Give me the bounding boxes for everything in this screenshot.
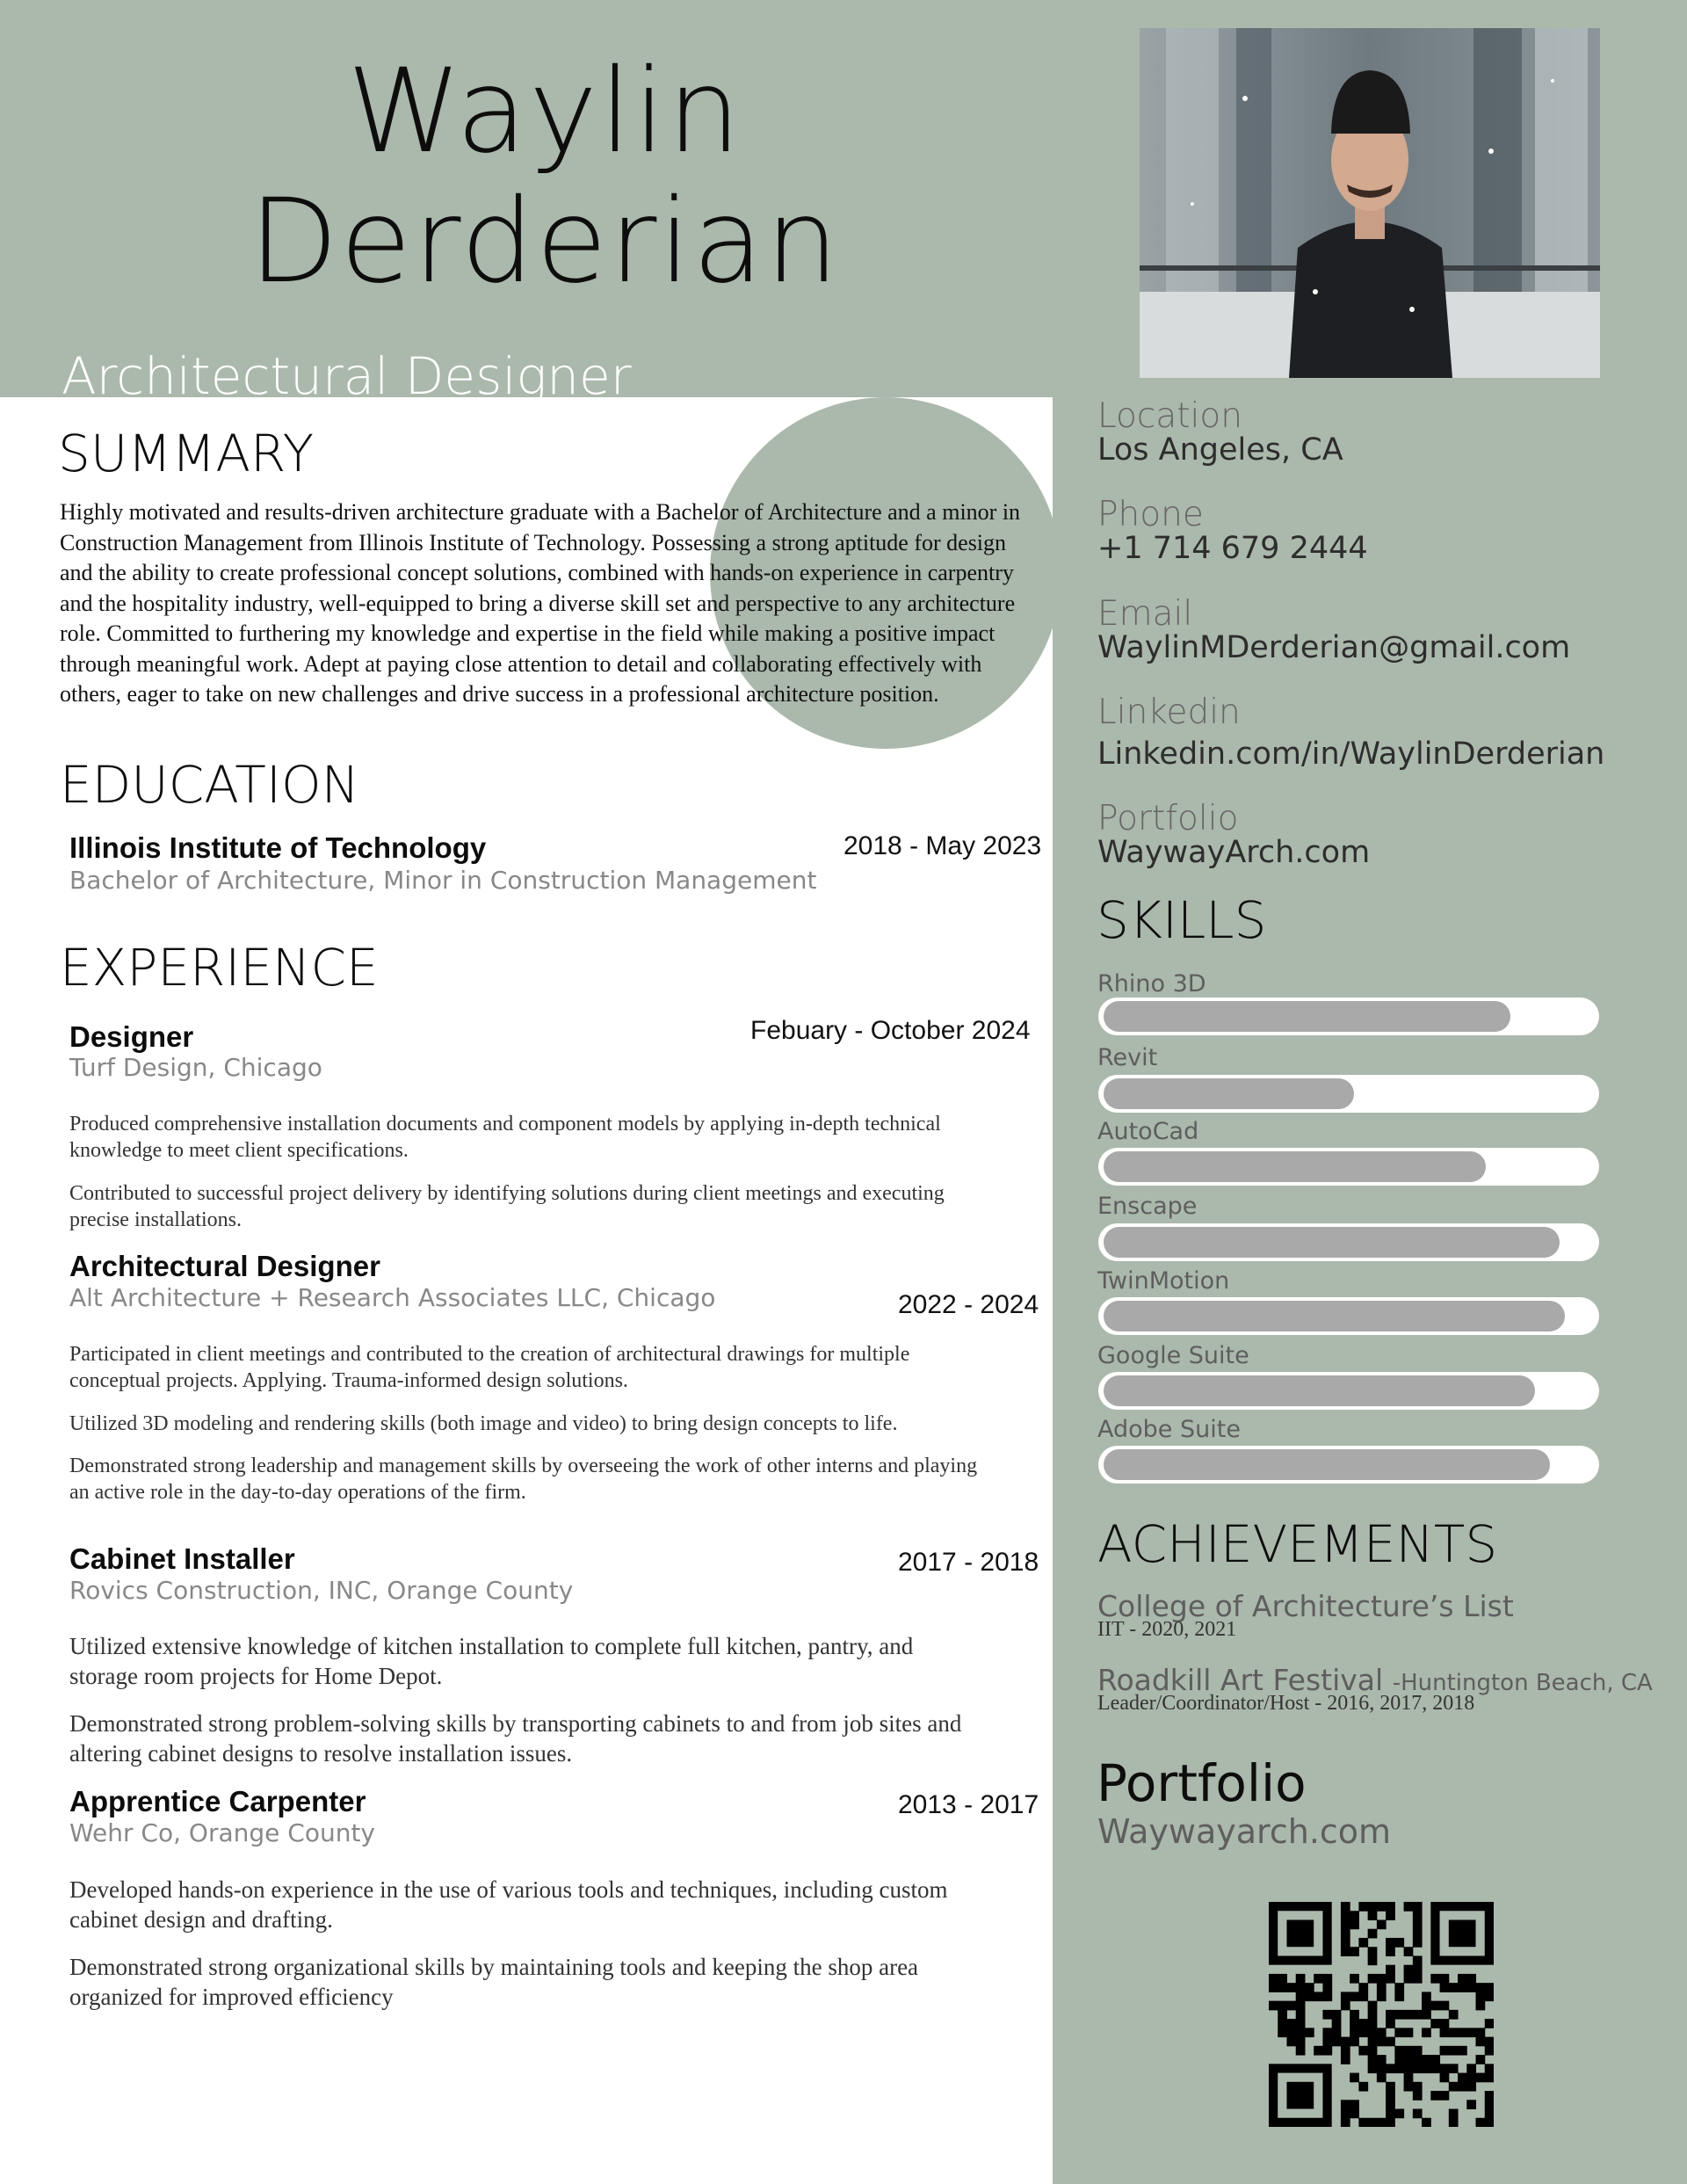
skill-bar [1098, 1075, 1599, 1113]
linkedin-label: Linkedin [1097, 693, 1241, 732]
skill-label: Google Suite [1097, 1342, 1249, 1369]
skill-bar [1098, 1372, 1599, 1410]
last-name: Derderian [249, 174, 841, 309]
achievement-detail: Leader/Coordinator/Host - 2016, 2017, 2018 [1097, 1692, 1475, 1715]
job-org: Rovics Construction, INC, Orange County [69, 1576, 574, 1605]
education-heading: EDUCATION [60, 755, 360, 815]
skill-bar-fill [1104, 1001, 1510, 1032]
skill-label: Revit [1097, 1044, 1158, 1071]
skills-heading: SKILLS [1097, 890, 1267, 950]
skill-bar-fill [1104, 1449, 1550, 1480]
summary-text: Highly motivated and results-driven architecture graduate with a Bachelor of Architecture and a minor in Construction Management from Illinois Institute of Technology. Possessing a strong aptitude for design and the ability to create professional concept solutions, combined with hands-on experience in carpentry and the hospitality industry, well-equipped to bring a diverse skill set and perspective to any architecture role. Committed to furthering my knowledge and expertise in the field while making a positive impact through meaningful work. Adept at paying close attention to detail and collaborating effectively with others, eager to take on new challenges and drive success in a professional architecture position. [60, 499, 1021, 707]
location-label: Location [1097, 396, 1242, 436]
job-dates: 2022 - 2024 [898, 1290, 1039, 1319]
skill-bar-fill [1104, 1151, 1486, 1182]
job-bullet: Utilized extensive knowledge of kitchen installation to complete full kitchen, pantry, and storage room projects for Home Depot. [69, 1633, 914, 1689]
email-label: Email [1097, 594, 1193, 634]
skill-bar [1098, 1297, 1599, 1335]
portrait-illustration [1140, 28, 1600, 378]
qr-code-graphic [1269, 1902, 1494, 2127]
job-dates: 2013 - 2017 [898, 1790, 1039, 1819]
job-bullet: Produced comprehensive installation documents and component models by applying in-depth technical knowledge to meet client specifications. [69, 1113, 941, 1162]
job-bullet: Demonstrated strong problem-solving skills by transporting cabinets to and from job sites and altering cabinet designs to resolve installation issues. [69, 1710, 962, 1767]
skill-bar-fill [1104, 1375, 1535, 1406]
portfolio-label: Portfolio [1097, 799, 1239, 838]
skill-label: Enscape [1097, 1193, 1198, 1220]
portfolio-url[interactable]: Waywayarch.com [1097, 1812, 1392, 1851]
phone-label: Phone [1097, 495, 1204, 534]
skill-label: Adobe Suite [1097, 1416, 1241, 1443]
achievements-heading: ACHIEVEMENTS [1097, 1514, 1498, 1574]
summary-heading: SUMMARY [58, 424, 315, 483]
skill-bar [1098, 998, 1599, 1035]
portfolio-heading: Portfolio [1097, 1753, 1307, 1813]
location-value: Los Angeles, CA [1097, 432, 1343, 468]
skill-label: TwinMotion [1097, 1267, 1230, 1295]
job-title: Architectural Designer [69, 1250, 380, 1282]
skill-bar-fill [1104, 1227, 1560, 1258]
job-dates: 2017 - 2018 [898, 1548, 1039, 1577]
linkedin-link[interactable]: Linkedin.com/in/WaylinDerderian [1097, 736, 1605, 772]
job-org: Wehr Co, Orange County [69, 1818, 375, 1847]
job-title: Designer [69, 1020, 194, 1053]
job-dates: Febuary - October 2024 [750, 1016, 1031, 1045]
job-title: Apprentice Carpenter [69, 1785, 366, 1818]
qr-code[interactable] [1269, 1902, 1494, 2127]
job-bullet: Demonstrated strong organizational skills by maintaining tools and keeping the shop area organized for improved efficiency [69, 1954, 919, 2010]
phone-value[interactable]: +1 714 679 2444 [1097, 531, 1368, 566]
job-bullet: Demonstrated strong leadership and management skills by overseeing the work of other interns and playing an active role in the day-to-day operations of the firm. [69, 1455, 978, 1504]
job-org: Turf Design, Chicago [69, 1053, 322, 1082]
skill-label: AutoCad [1097, 1118, 1199, 1145]
portfolio-link[interactable]: WaywayArch.com [1097, 835, 1371, 870]
achievement-detail: IIT - 2020, 2021 [1097, 1618, 1237, 1641]
job-bullet: Developed hands-on experience in the use of various tools and techniques, including custom cabinet design and drafting. [69, 1876, 948, 1933]
skill-bar [1098, 1148, 1599, 1186]
profile-photo [1140, 28, 1600, 378]
email-link[interactable]: WaylinMDerderian@gmail.com [1097, 630, 1571, 665]
achievement-title: College of Architecture’s List [1097, 1589, 1514, 1623]
education-school: Illinois Institute of Technology [69, 831, 487, 864]
job-bullet: Participated in client meetings and contributed to the creation of architectural drawings for multiple conceptual projects. Applying. Trauma-informed design solutions. [69, 1343, 910, 1392]
job-role: Architectural Designer [62, 346, 632, 406]
job-bullet: Contributed to successful project delivery by identifying solutions during client meetings and executing precise installations. [69, 1182, 945, 1231]
achievement-location: -Huntington Beach, CA [1392, 1670, 1653, 1696]
skill-bar [1098, 1446, 1599, 1484]
first-name: Waylin [346, 44, 743, 179]
skill-bar [1098, 1223, 1599, 1261]
job-title: Cabinet Installer [69, 1542, 295, 1575]
job-org: Alt Architecture + Research Associates LLC, Chicago [69, 1283, 716, 1312]
skill-bar-fill [1104, 1078, 1354, 1109]
job-bullet: Utilized 3D modeling and rendering skills (both image and video) to bring design concepts to life. [69, 1412, 898, 1435]
experience-heading: EXPERIENCE [60, 938, 379, 998]
skill-bar-fill [1104, 1301, 1565, 1331]
education-degree: Bachelor of Architecture, Minor in Construction Management [69, 866, 817, 895]
achievement-title-text: Roadkill Art Festival [1097, 1663, 1384, 1697]
skill-label: Rhino 3D [1097, 970, 1206, 998]
education-dates: 2018 - May 2023 [844, 831, 1042, 860]
